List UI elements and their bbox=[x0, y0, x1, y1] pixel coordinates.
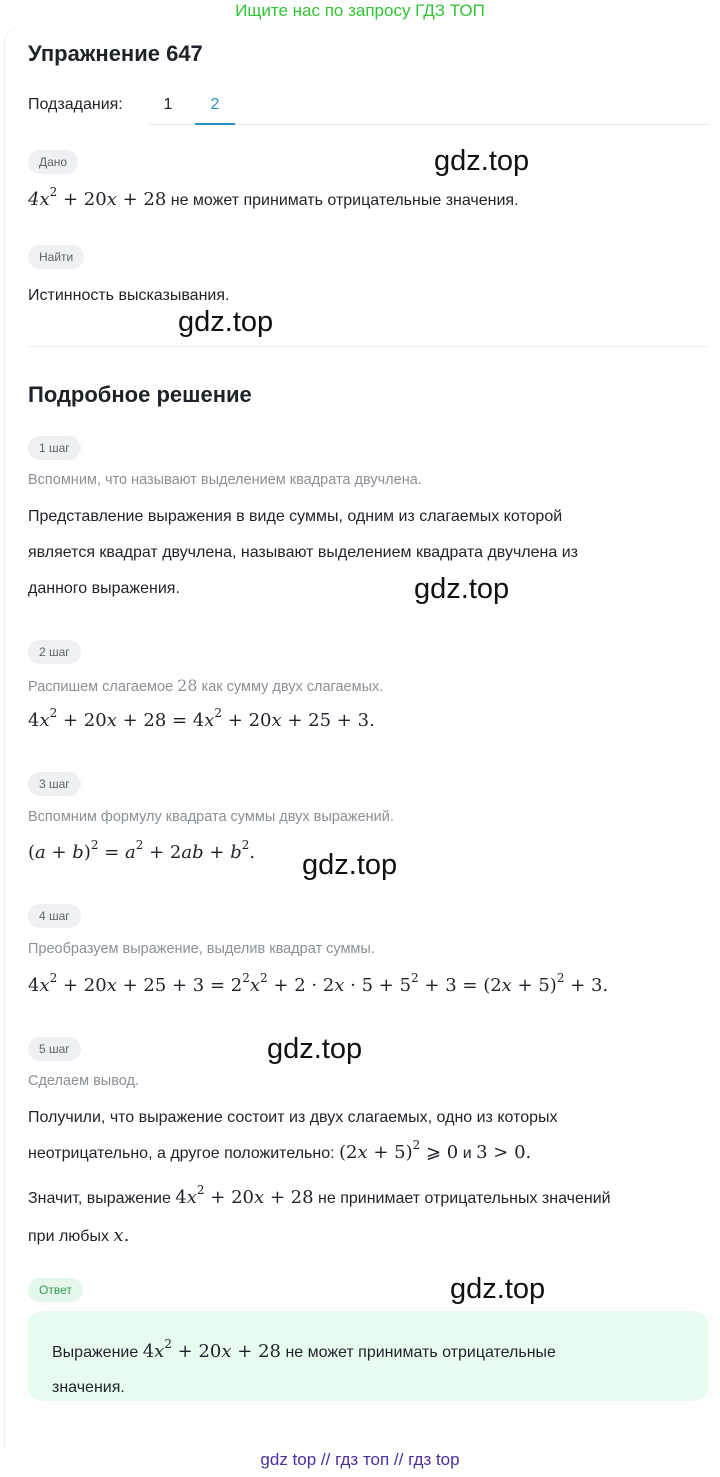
active-tab-indicator bbox=[195, 123, 235, 125]
watermark: gdz.top bbox=[178, 306, 274, 338]
footer-links[interactable]: gdz top // гдз топ // гдз top bbox=[260, 1450, 460, 1469]
answer-line-1: Выражение $4x^2 + 20x + 28$ не может принимать отрицательные bbox=[52, 1337, 556, 1362]
watermark: gdz.top bbox=[302, 849, 398, 881]
subtasks-label: Подзадания: bbox=[28, 96, 123, 113]
step-1-line: данного выражения. bbox=[28, 580, 180, 597]
watermark: gdz.top bbox=[414, 573, 510, 605]
find-badge: Найти bbox=[28, 245, 84, 269]
step-3-badge: 3 шаг bbox=[28, 772, 81, 796]
step-4-badge: 4 шаг bbox=[28, 904, 81, 928]
step-5-line-2: неотрицательно, а другое положительно: $(2x + 5)^2$ ⩾ 0 и 3 > 0. bbox=[28, 1138, 532, 1163]
step-1-hint: Вспомним, что называют выделением квадрата двучлена. bbox=[28, 472, 422, 488]
solution-title: Подробное решение bbox=[28, 382, 252, 407]
step-1-line: является квадрат двучлена, называют выделением квадрата двучлена из bbox=[28, 544, 578, 561]
given-badge: Дано bbox=[28, 150, 78, 174]
step-5-line-1: Получили, что выражение состоит из двух слагаемых, одно из которых bbox=[28, 1109, 558, 1126]
step-5-badge: 5 шаг bbox=[28, 1037, 81, 1061]
given-text: не может принимать отрицательные значения. bbox=[170, 192, 519, 209]
step-5-line-4: при любых x. bbox=[28, 1225, 130, 1246]
step-1-badge: 1 шаг bbox=[28, 436, 81, 460]
page-title: Упражнение 647 bbox=[28, 41, 203, 66]
step-4-hint: Преобразуем выражение, выделив квадрат суммы. bbox=[28, 941, 375, 957]
given-statement bbox=[28, 185, 519, 210]
given-math: $4x^2 + 20x + 28$ bbox=[28, 185, 167, 210]
step-2-badge: 2 шаг bbox=[28, 640, 81, 664]
step-3-formula: $(a + b)^2 = a^2 + 2ab + b^2$. bbox=[28, 838, 256, 863]
watermark: gdz.top bbox=[434, 145, 530, 177]
answer-line-2: значения. bbox=[52, 1379, 125, 1396]
watermark: gdz.top bbox=[267, 1033, 363, 1065]
section-divider bbox=[28, 346, 708, 347]
find-text: Истинность высказывания. bbox=[28, 287, 230, 304]
step-5-line-3: Значит, выражение $4x^2 + 20x + 28$ не принимает отрицательных значений bbox=[28, 1183, 611, 1208]
step-4-formula: $4x^2 + 20x + 25 + 3 = 2^2x^2 + 2 \cdot 2x \cdot 5 + 5^2 + 3 = (2x + 5)^2 + 3$. bbox=[28, 971, 609, 996]
watermark: gdz.top bbox=[450, 1273, 546, 1305]
step-1-line: Представление выражения в виде суммы, одним из слагаемых которой bbox=[28, 508, 563, 525]
step-2-hint: Распишем слагаемое 28 как сумму двух слагаемых. bbox=[28, 676, 384, 695]
step-3-hint: Вспомним формулу квадрата суммы двух выражений. bbox=[28, 809, 394, 825]
search-banner: Ищите нас по запросу ГДЗ ТОП bbox=[235, 1, 485, 20]
step-2-formula: $4x^2 + 20x + 28 = 4x^2 + 20x + 25 + 3$. bbox=[28, 706, 375, 731]
subtask-tab-1[interactable]: 1 bbox=[163, 96, 173, 113]
answer-badge: Ответ bbox=[28, 1278, 83, 1302]
step-5-hint: Сделаем вывод. bbox=[28, 1073, 140, 1089]
subtask-tab-2[interactable]: 2 bbox=[210, 96, 220, 113]
